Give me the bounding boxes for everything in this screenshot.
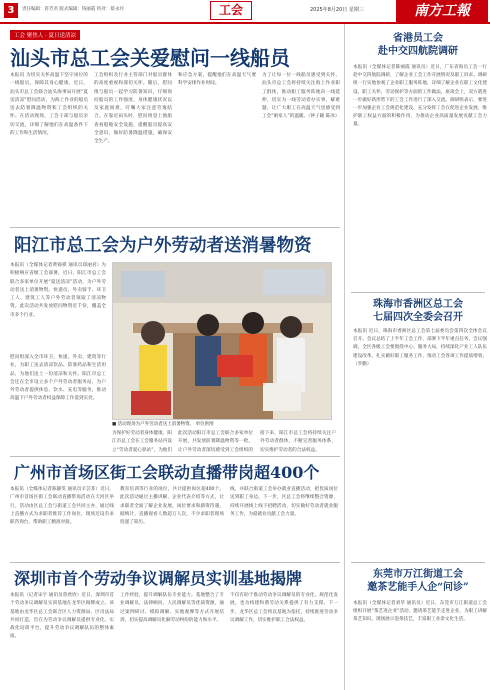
article2-headline: 阳江市总工会为户外劳动者送消暑物资 [14, 236, 312, 256]
article1-headline: 汕头市总工会关爱慰问一线船员 [10, 46, 290, 70]
sidebar-headline-2: 珠海市香洲区总工会 七届四次全委会召开 [373, 299, 463, 323]
article3-headline: 广州市首场区街工会联动直播带岗超400个 [14, 463, 320, 482]
article2-column-4: 此次活动阳江市总工会联合多家单位开展，共发放防暑降温物资等一批，让户外劳动者深切感受到工会组织的 [178, 431, 253, 453]
page-number: 3 [4, 3, 18, 18]
sidebar-body-2: 本报讯 近日，珠海市香洲区总工会第七届委员会第四次全体会议召开。会议总结了上半年工会工作，部署下半年重点任务。会议强调，全区各级工会要围绕中心、服务大局，持续深化产业工人队伍建设改革，扎实做好职工服务工作，推动工会各项工作提质增效。（罗勤） [353, 329, 487, 367]
article2-column-1: 本报讯（全媒体记者黄锦祺 通讯员郑丽君）为积极响应省级工会部署，近日，阳江市总工会联合多家单位开展“夏送清凉”活动，为户外劳动者送上消暑物资。快递员、外卖骑手、环卫工人、建筑工人等户外劳动者领取了清凉物资。此次活动共发放慰问物资近千份，覆盖全市多个行业。 [10, 263, 106, 318]
photo-illustration [113, 263, 332, 420]
news-photo [112, 262, 332, 420]
photo-caption: ■ 活动现场为户外劳动者送上消暑物资。 单位供图 [112, 422, 214, 427]
editor-credits: 责任编辑：蒋芳君 版式编辑：钱丽霞 校对：蔡永玲 [22, 7, 124, 12]
right-sidebar [344, 24, 490, 690]
divider [351, 292, 485, 293]
sidebar-body-3: 本报讯（全媒体记者刘华 通讯员）近日，东莞市万江街道总工会组织开展“茶艺进企业”活动，邀请茶艺能手走进企业，为职工讲解茶艺知识，现场展示泡茶技艺，丰富职工业余文化生活。 [353, 601, 487, 623]
sidebar-headline-3: 东莞市万江街道工会 邀茶艺能手人企“问诊” [367, 569, 469, 593]
article3-column-1: 本报讯（全媒体记者陈静雯 通讯员羊芸菲）近日，广州市首场区街工会联动直播带岗活动在天河区举行。活动由区总工会与街道工会共同主办，通过线上直播方式为求职者推荐工作岗位，现场还设有求职咨询台，帮助职工精准对接。 [10, 487, 114, 526]
section-title: 工会 [210, 1, 252, 20]
page-header [0, 0, 490, 22]
article1-column-1: 本报讯 为切实关怀高温下坚守岗位的一线船员，保障其身心健康，近日，汕头市总工会联合汕头海事局开展“夏送清凉”慰问活动，为海上作业的船员送去防暑降温物资和工会组织的关怀。在活动现场，工会干部与船员亲切交流，详细了解他们在高温条件下的工作和生活情况。 [10, 73, 88, 137]
article1-column-3: 和应急方案，提醒他们在高温天气要科学安排作业时间。 [178, 73, 256, 87]
article1-column-4: 为了让每一位一线船员感受到关怀，汕头市总工会将持续关注海上作业职工群体，推动职工服务阵地向一线延伸，切实为一线劳动者办实事、解难题，让广大职工在高温天气里感受到工会“娘家人”的温暖。（钟子颖 陈冰） [262, 73, 340, 120]
article4-headline: 深圳市首个劳动争议调解员实训基地揭牌 [14, 569, 303, 588]
divider [10, 562, 340, 563]
article-kicker: 工会 聚焦人 · 夏日送清凉 [10, 30, 80, 40]
article2-column-2: 慰问组深入全市环卫、快递、外卖、建筑等行业，为职工送去清凉饮品、防暑药品和生活用品，为他们送上一份清凉和关怀。阳江市总工会还在全市设立多个户外劳动者服务站，为户外劳动者提供休息、饮水、充电等服务，推动高温下户外劳动者权益保障工作落到实处。 [10, 355, 106, 402]
sidebar-body-1: 本报讯（全媒体记者陈丽霞 通讯员）近日，广东省海员工会一行赴中交四航院调研，了解企业工会工作开展情况及职工诉求。调研组一行实地参观了企业职工服务阵地，详细了解企业在职工文化建设、职工关怀、劳动保护等方面的工作做法。座谈会上，双方就进一步做好新形势下的工会工作进行了深入交流。调研组表示，要进一步加强企业工会规范化建设，充分发挥工会在促进企业发展、维护职工权益方面的积极作用，为推动企业高质量发展贡献工会力量。 [353, 65, 487, 128]
sidebar-headline-1: 省港员工会 赴中交四航院调研 [378, 33, 458, 57]
divider [351, 562, 485, 563]
newspaper-masthead: 南方工報 [396, 0, 488, 22]
article4-column-2: 工作经验，提升调解队伍专业能力。基地整合了专业调解员、法律顾问、人民调解员等优质资源，通过案例研讨、模拟调解、实地观摩等方式开展培训，切实提高调解员化解劳动纠纷的能力和水平。 [120, 593, 224, 623]
article2-column-3: 为保护好劳动者身体健康，阳江市总工会在工会服务站内设立“劳动者爱心驿站”，为他们 [112, 431, 172, 453]
article3-column-3: 线，并联合街道工会举办就业直播活动，把优质岗位送到职工身边。下一步，区总工会将继续整合资源，持续开展线上线下招聘活动，切实做好劳动者就业服务工作，为稳就业贡献工会力量。 [230, 487, 338, 517]
article3-column-2: 教育培训等行业的岗位，共计提供岗位超400个。此次活动通过主播讲解、企业代表介绍等方式，让求职者全面了解企业发展、岗位要求和薪资待遇，据统计，直播观看人数超万人次，不少求职者现场投递了简历。 [120, 487, 224, 526]
divider [10, 456, 340, 457]
article2-column-5: 接下来，阳江市总工会将持续关注户外劳动者群体，不断完善服务体系，切实维护劳动者的合法权益。 [260, 431, 336, 453]
issue-date: 2025年8月20日 星期三 [310, 7, 364, 13]
divider [10, 227, 340, 228]
article4-column-1: 本报讯（记者宋宇 通讯员曾欣欣）近日，深圳市首个劳动争议调解员实训基地在龙华区揭牌成立。该基地由龙华区总工会联合区人力资源局、区司法局共同打造，旨在为劳动争议调解员提供专业化、实战化培训平台，提升劳动争议调解队伍的整体素质。 [10, 593, 114, 640]
article4-column-3: 不仅有助于推动劳动争议调解员的专业化、规范化发展，也为构建和谐劳动关系提供了有力支撑。下一步，龙华区总工会将以基地为依托，持续推进劳动争议调解工作，切实维护职工合法权益。 [230, 593, 338, 623]
article1-column-2: 工会组织及行业主管部门对船员群体的高度重视和深切关怀。随后，慰问组与船员一起学习防暑知识，仔细询问船员的工作强度、身体健康状况以及家庭困难，叮嘱大家注意劳逸结合。在靠近码头时，慰问组登上渔船查看船舶安全设施，提醒船员提高安全意识，做好防暑降温措施，确保安全生产。 [94, 73, 172, 145]
